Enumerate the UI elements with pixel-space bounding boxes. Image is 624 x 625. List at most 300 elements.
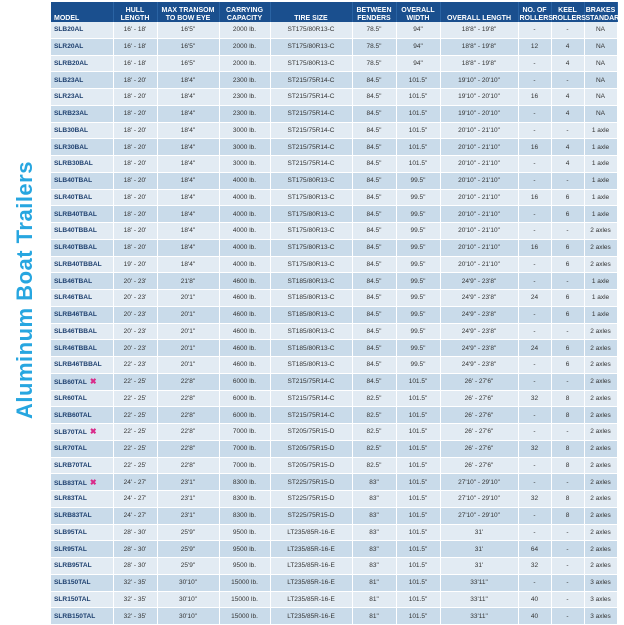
model-cell: SLR40TBAL — [51, 189, 113, 206]
table-cell: 16'5" — [157, 22, 219, 38]
table-cell: - — [551, 223, 584, 240]
table-cell: 18'4" — [157, 189, 219, 206]
table-cell: 2300 lb. — [219, 105, 270, 122]
table-cell: - — [551, 558, 584, 575]
table-row — [51, 290, 617, 307]
table-cell: 101.5" — [396, 524, 440, 541]
table-cell: 6000 lb. — [219, 373, 270, 390]
table-cell: 23'1" — [157, 491, 219, 508]
table-row — [51, 357, 617, 374]
table-cell: 16 — [518, 239, 551, 256]
table-cell: 21'8" — [157, 273, 219, 290]
table-cell: 78.5" — [352, 55, 396, 72]
table-cell: 24'9" - 23'8" — [440, 340, 518, 357]
table-cell: - — [518, 206, 551, 223]
column-header: OVERALL LENGTH — [440, 2, 518, 22]
table-cell: - — [551, 373, 584, 390]
table-cell: 2 axles — [584, 424, 617, 441]
table-cell: 18'4" — [157, 206, 219, 223]
table-cell: 4600 lb. — [219, 340, 270, 357]
table-cell: ST215/75R14-C — [270, 407, 352, 424]
table-cell: 99.5" — [396, 290, 440, 307]
table-cell: 64 — [518, 541, 551, 558]
table-cell: ST225/75R15-D — [270, 491, 352, 508]
table-cell: - — [518, 273, 551, 290]
table-cell: 22' - 25' — [113, 457, 157, 474]
column-header: NO. OF ROLLERS — [518, 2, 551, 22]
table-cell: 83" — [352, 541, 396, 558]
table-cell: 22' - 25' — [113, 407, 157, 424]
table-row — [51, 407, 617, 424]
table-row — [51, 591, 617, 608]
table-cell: 83" — [352, 491, 396, 508]
table-cell: 84.5" — [352, 156, 396, 173]
table-cell: 1 axle — [584, 273, 617, 290]
table-cell: 18' - 20' — [113, 189, 157, 206]
table-cell: 20'1" — [157, 340, 219, 357]
table-cell: 8 — [551, 491, 584, 508]
table-cell: 24' - 27' — [113, 491, 157, 508]
table-cell: 4000 lb. — [219, 223, 270, 240]
table-cell: 26' - 27'6" — [440, 390, 518, 407]
table-cell: NA — [584, 38, 617, 55]
header-row — [51, 2, 617, 22]
table-cell: 101.5" — [396, 156, 440, 173]
model-cell: SLR40TBBAL — [51, 239, 113, 256]
table-cell: 9500 lb. — [219, 541, 270, 558]
table-cell: 20'1" — [157, 290, 219, 307]
model-cell: SLB46TBAL — [51, 273, 113, 290]
table-cell: 18' - 20' — [113, 89, 157, 106]
table-row — [51, 38, 617, 55]
table-cell: 4 — [551, 156, 584, 173]
table-cell: 4 — [551, 89, 584, 106]
model-cell — [51, 373, 113, 390]
model-cell: SLB40TBAL — [51, 172, 113, 189]
table-cell: 101.5" — [396, 122, 440, 139]
table-cell: 99.5" — [396, 340, 440, 357]
column-header: MAX TRANSOM TO BOW EYE — [157, 2, 219, 22]
table-cell: 101.5" — [396, 89, 440, 106]
table-cell: LT235/85R-16-E — [270, 558, 352, 575]
table-cell: - — [551, 608, 584, 625]
table-cell: ST185/80R13-C — [270, 340, 352, 357]
table-cell: ST215/75R14-C — [270, 139, 352, 156]
table-cell: 6 — [551, 239, 584, 256]
model-cell: SLB40TBBAL — [51, 223, 113, 240]
table-cell: 6 — [551, 189, 584, 206]
model-name: SLB70TAL — [54, 429, 87, 437]
table-cell: 82.5" — [352, 457, 396, 474]
table-cell: 23'1" — [157, 474, 219, 491]
model-name: SLB83TAL — [54, 479, 87, 487]
table-cell: 30'10" — [157, 574, 219, 591]
table-cell: 2 axles — [584, 323, 617, 340]
model-cell: SLRB150TAL — [51, 608, 113, 625]
table-cell: 9500 lb. — [219, 558, 270, 575]
table-cell: 99.5" — [396, 223, 440, 240]
model-cell: SLB30BAL — [51, 122, 113, 139]
model-cell: SLRB70TAL — [51, 457, 113, 474]
table-cell: ST175/80R13-C — [270, 239, 352, 256]
table-row — [51, 122, 617, 139]
table-cell: 84.5" — [352, 139, 396, 156]
table-cell: 2300 lb. — [219, 72, 270, 89]
model-cell: SLRB23AL — [51, 105, 113, 122]
table-cell: ST175/80R13-C — [270, 206, 352, 223]
table-cell: 20' - 23' — [113, 306, 157, 323]
table-row — [51, 223, 617, 240]
table-cell: 20' - 23' — [113, 323, 157, 340]
table-cell: - — [518, 172, 551, 189]
table-cell: 84.5" — [352, 306, 396, 323]
table-cell: 2 axles — [584, 239, 617, 256]
table-cell: 83" — [352, 524, 396, 541]
table-cell: 31' — [440, 524, 518, 541]
table-cell: 18' - 20' — [113, 122, 157, 139]
table-row — [51, 105, 617, 122]
table-cell: 1 axle — [584, 122, 617, 139]
table-cell: - — [518, 524, 551, 541]
table-row — [51, 206, 617, 223]
table-cell: 24'9" - 23'8" — [440, 306, 518, 323]
table-cell: 84.5" — [352, 290, 396, 307]
table-cell: ST215/75R14-C — [270, 105, 352, 122]
table-cell: 99.5" — [396, 323, 440, 340]
table-cell: ST215/75R14-C — [270, 122, 352, 139]
table-cell: 25'9" — [157, 558, 219, 575]
table-cell: 22' - 25' — [113, 390, 157, 407]
table-cell: 2300 lb. — [219, 89, 270, 106]
table-cell: 101.5" — [396, 541, 440, 558]
table-cell: 20'1" — [157, 357, 219, 374]
table-cell: 18'8" - 19'8" — [440, 55, 518, 72]
table-cell: - — [518, 424, 551, 441]
table-cell: 101.5" — [396, 474, 440, 491]
table-cell: ST205/75R15-D — [270, 440, 352, 457]
table-cell: 4600 lb. — [219, 273, 270, 290]
table-cell: 101.5" — [396, 440, 440, 457]
table-cell: 26' - 27'6" — [440, 424, 518, 441]
table-cell: ST175/80R13-C — [270, 256, 352, 273]
table-cell: 18' - 20' — [113, 139, 157, 156]
table-cell: 84.5" — [352, 373, 396, 390]
model-cell: SLB23AL — [51, 72, 113, 89]
table-cell: 22' - 25' — [113, 424, 157, 441]
table-cell: 3 axles — [584, 591, 617, 608]
table-row — [51, 189, 617, 206]
table-row — [51, 256, 617, 273]
table-cell: 22' - 23' — [113, 357, 157, 374]
table-cell: 2 axles — [584, 223, 617, 240]
table-cell: 16' - 18' — [113, 55, 157, 72]
table-cell: - — [518, 357, 551, 374]
table-cell: 84.5" — [352, 239, 396, 256]
table-row — [51, 89, 617, 106]
model-cell: SLR30BAL — [51, 139, 113, 156]
table-cell: 4600 lb. — [219, 357, 270, 374]
table-cell: ST225/75R15-D — [270, 507, 352, 524]
table-cell: 20'10" - 21'10" — [440, 122, 518, 139]
table-cell: 15000 lb. — [219, 574, 270, 591]
table-row — [51, 22, 617, 38]
table-cell: LT235/85R-16-E — [270, 524, 352, 541]
model-cell: SLR20AL — [51, 38, 113, 55]
table-cell: 7000 lb. — [219, 440, 270, 457]
table-cell: 31' — [440, 558, 518, 575]
table-cell: - — [551, 72, 584, 89]
table-cell: 81" — [352, 591, 396, 608]
table-cell: 99.5" — [396, 206, 440, 223]
table-cell: 99.5" — [396, 256, 440, 273]
table-cell: 4600 lb. — [219, 323, 270, 340]
model-cell: SLRB95TAL — [51, 558, 113, 575]
table-cell: 8 — [551, 507, 584, 524]
table-cell: 3 axles — [584, 608, 617, 625]
table-cell: 1 axle — [584, 290, 617, 307]
table-cell: - — [551, 22, 584, 38]
table-cell: 32' - 35' — [113, 591, 157, 608]
table-cell: LT235/85R-16-E — [270, 608, 352, 625]
table-cell: 4000 lb. — [219, 256, 270, 273]
table-cell: NA — [584, 89, 617, 106]
table-cell: 16' - 18' — [113, 38, 157, 55]
table-cell: 24'9" - 23'8" — [440, 357, 518, 374]
table-cell: 4600 lb. — [219, 306, 270, 323]
table-cell: 6 — [551, 206, 584, 223]
table-cell: 6 — [551, 306, 584, 323]
table-cell: 83" — [352, 474, 396, 491]
table-cell: 20' - 23' — [113, 340, 157, 357]
table-cell: 18'4" — [157, 72, 219, 89]
table-cell: 16 — [518, 89, 551, 106]
model-cell: SLRB83TAL — [51, 507, 113, 524]
table-body — [51, 22, 617, 625]
model-cell: SLR150TAL — [51, 591, 113, 608]
table-cell: 8 — [551, 390, 584, 407]
table-cell: 94" — [396, 55, 440, 72]
table-cell: 16'5" — [157, 55, 219, 72]
table-cell: - — [551, 122, 584, 139]
table-cell: 1 axle — [584, 206, 617, 223]
table-cell: 16'5" — [157, 38, 219, 55]
table-cell: 6 — [551, 357, 584, 374]
table-row — [51, 457, 617, 474]
table-cell: 4600 lb. — [219, 290, 270, 307]
table-cell: 20'10" - 21'10" — [440, 139, 518, 156]
table-cell: 33'11" — [440, 608, 518, 625]
table-cell: 4000 lb. — [219, 239, 270, 256]
table-cell: 2 axles — [584, 407, 617, 424]
table-cell: 82.5" — [352, 440, 396, 457]
table-cell: 1 axle — [584, 156, 617, 173]
table-row — [51, 491, 617, 508]
table-cell: 99.5" — [396, 189, 440, 206]
model-cell: SLR95TAL — [51, 541, 113, 558]
table-cell: - — [518, 55, 551, 72]
table-cell: 33'11" — [440, 591, 518, 608]
table-cell: 101.5" — [396, 373, 440, 390]
model-cell: SLRB20AL — [51, 55, 113, 72]
table-cell: 32' - 35' — [113, 574, 157, 591]
table-cell: 24'9" - 23'8" — [440, 290, 518, 307]
table-cell: - — [518, 407, 551, 424]
model-cell: SLB20AL — [51, 22, 113, 38]
table-cell: 22'8" — [157, 390, 219, 407]
table-cell: 83" — [352, 558, 396, 575]
table-row — [51, 373, 617, 390]
table-row — [51, 273, 617, 290]
table-cell: 2 axles — [584, 474, 617, 491]
table-cell: 2 axles — [584, 373, 617, 390]
table-cell: ST215/75R14-C — [270, 89, 352, 106]
column-header: MODEL — [51, 2, 113, 22]
table-row — [51, 574, 617, 591]
table-cell: 28' - 30' — [113, 524, 157, 541]
table-cell: 24' - 27' — [113, 507, 157, 524]
table-row — [51, 541, 617, 558]
column-header: TIRE SIZE — [270, 2, 352, 22]
table-cell: ST215/75R14-C — [270, 156, 352, 173]
table-cell: ST175/80R13-C — [270, 189, 352, 206]
table-cell: NA — [584, 72, 617, 89]
table-cell: 18'4" — [157, 239, 219, 256]
table-cell: - — [551, 474, 584, 491]
table-cell: 18' - 20' — [113, 72, 157, 89]
table-cell: - — [518, 122, 551, 139]
table-cell: 24'9" - 23'8" — [440, 273, 518, 290]
table-cell: - — [518, 72, 551, 89]
table-cell: 7000 lb. — [219, 457, 270, 474]
table-cell: 16 — [518, 139, 551, 156]
table-cell: 27'10" - 29'10" — [440, 507, 518, 524]
table-cell: 18' - 20' — [113, 105, 157, 122]
table-cell: 2000 lb. — [219, 55, 270, 72]
table-row — [51, 340, 617, 357]
table-cell: 2 axles — [584, 357, 617, 374]
table-cell: 94" — [396, 38, 440, 55]
table-cell: 101.5" — [396, 608, 440, 625]
table-cell: 1 axle — [584, 139, 617, 156]
table-cell: 3000 lb. — [219, 156, 270, 173]
table-cell: LT235/85R-16-E — [270, 574, 352, 591]
table-cell: 84.5" — [352, 357, 396, 374]
model-cell — [51, 474, 113, 491]
table-cell: 4000 lb. — [219, 172, 270, 189]
table-cell: - — [518, 507, 551, 524]
table-cell: 4 — [551, 38, 584, 55]
table-cell: 2 axles — [584, 558, 617, 575]
table-cell: 40 — [518, 591, 551, 608]
table-cell: ST175/80R13-C — [270, 223, 352, 240]
table-cell: 32 — [518, 440, 551, 457]
table-cell: ST215/75R14-C — [270, 72, 352, 89]
table-cell: 22' - 25' — [113, 440, 157, 457]
table-row — [51, 72, 617, 89]
table-cell: 8 — [551, 407, 584, 424]
table-cell: 22' - 25' — [113, 373, 157, 390]
table-row — [51, 507, 617, 524]
table-cell: 2 axles — [584, 524, 617, 541]
model-cell: SLR46TBAL — [51, 290, 113, 307]
table-cell: 101.5" — [396, 390, 440, 407]
table-cell: - — [518, 256, 551, 273]
table-cell: 18' - 20' — [113, 156, 157, 173]
table-cell: 20'1" — [157, 306, 219, 323]
table-header — [51, 2, 624, 22]
model-cell: SLRB40TBAL — [51, 206, 113, 223]
table-cell: 84.5" — [352, 105, 396, 122]
table-cell: 6000 lb. — [219, 407, 270, 424]
table-cell: 84.5" — [352, 89, 396, 106]
table-cell: 3000 lb. — [219, 122, 270, 139]
model-cell: SLB46TBBAL — [51, 323, 113, 340]
table-cell: 32' - 35' — [113, 608, 157, 625]
table-cell: 16 — [518, 189, 551, 206]
table-cell: 78.5" — [352, 38, 396, 55]
table-cell: 19'10" - 20'10" — [440, 89, 518, 106]
table-cell: 78.5" — [352, 22, 396, 38]
table-cell: 28' - 30' — [113, 558, 157, 575]
table-cell: ST175/80R13-C — [270, 38, 352, 55]
table-cell: - — [551, 273, 584, 290]
table-cell: 18'8" - 19'8" — [440, 38, 518, 55]
table-cell: ST185/80R13-C — [270, 290, 352, 307]
table-cell: 18'4" — [157, 156, 219, 173]
sidebar-title: Aluminum Boat Trailers — [12, 161, 37, 419]
table-cell: 24'9" - 23'8" — [440, 323, 518, 340]
table-cell: 2 axles — [584, 390, 617, 407]
table-cell: 20' - 23' — [113, 290, 157, 307]
table-cell: NA — [584, 22, 617, 38]
table-cell: 26' - 27'6" — [440, 407, 518, 424]
table-cell: 2 axles — [584, 541, 617, 558]
table-row — [51, 424, 617, 441]
table-cell: 27'10" - 29'10" — [440, 491, 518, 508]
table-cell: 84.5" — [352, 172, 396, 189]
table-cell: 101.5" — [396, 424, 440, 441]
table-cell: ST205/75R15-D — [270, 424, 352, 441]
table-cell: 2 axles — [584, 507, 617, 524]
table-cell: 32 — [518, 390, 551, 407]
table-cell: 28' - 30' — [113, 541, 157, 558]
table-cell: 18'4" — [157, 172, 219, 189]
table-cell: 25'9" — [157, 524, 219, 541]
table-cell: 8300 lb. — [219, 474, 270, 491]
table-row — [51, 156, 617, 173]
table-cell: 7000 lb. — [219, 424, 270, 441]
table-cell: 2 axles — [584, 440, 617, 457]
model-cell: SLRB30BAL — [51, 156, 113, 173]
table-cell: - — [551, 574, 584, 591]
table-cell: 15000 lb. — [219, 591, 270, 608]
table-row — [51, 306, 617, 323]
table-cell: 84.5" — [352, 273, 396, 290]
table-cell: 83" — [352, 507, 396, 524]
table-cell: 20'10" - 21'10" — [440, 172, 518, 189]
table-cell: 12 — [518, 38, 551, 55]
model-cell: SLRB46TBAL — [51, 306, 113, 323]
model-cell — [51, 424, 113, 441]
table-cell: - — [551, 424, 584, 441]
table-cell: 9500 lb. — [219, 524, 270, 541]
table-row — [51, 390, 617, 407]
table-cell: 101.5" — [396, 591, 440, 608]
table-cell: - — [551, 591, 584, 608]
table-cell: 99.5" — [396, 357, 440, 374]
table-cell: NA — [584, 55, 617, 72]
table-cell: - — [518, 223, 551, 240]
